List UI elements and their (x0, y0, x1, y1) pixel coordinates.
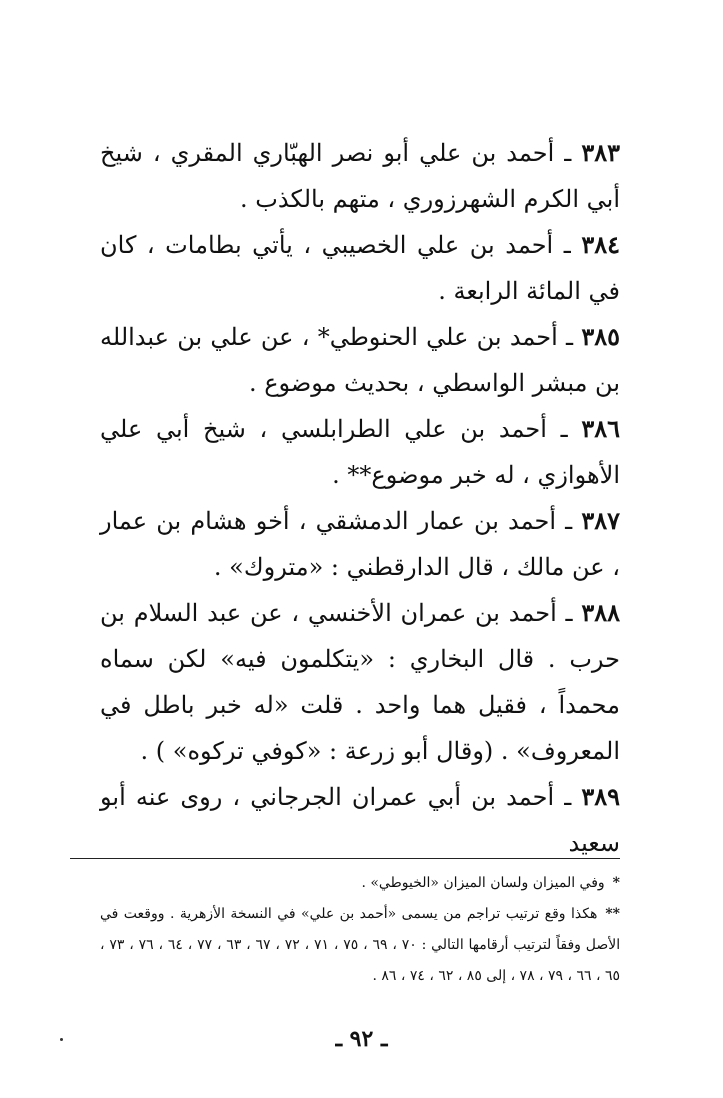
footnote-2 (100, 899, 620, 992)
footnote-text: هكذا وقع ترتيب تراجم من يسمى «أحمد بن علي» في النسخة الأزهرية . ووقعت في الأصل وفقاً لترتيب أرقامها التالي : ٧٠ ، ٦٩ ، ٧٥ ، ٧١ ، ٧٢ ، ٦٧ ، ٦٣ ، ٧٧ ، ٦٤ ، ٧٦ ، ٧٣ ، ٦٥ ، ٦٦ ، ٧٩ ، ٧٨ ، إلى ٨٥ ، ٦٢ ، ٧٤ ، ٨٦ . (100, 906, 621, 984)
entry-385 (100, 314, 620, 406)
entry-388 (100, 590, 620, 774)
entry-389 (100, 774, 620, 866)
entry-text: ـ أحمد بن علي الطرابلسي ، شيخ أبي علي الأهوازي ، له خبر موضوع** . (100, 415, 620, 489)
footnotes (100, 868, 620, 992)
entry-text: ـ أحمد بن علي الحنوطي* ، عن علي بن عبدالله بن مبشر الواسطي ، بحديث موضوع . (100, 323, 620, 397)
entry-number: ٣٨٣ (581, 138, 620, 167)
entry-text: ـ أحمد بن علي الخصيبي ، يأتي بطامات ، كان في المائة الرابعة . (100, 231, 620, 305)
footnote-1 (100, 868, 620, 899)
entry-number: ٣٨٨ (581, 598, 620, 627)
page-number: ـ ٩٢ ـ (335, 1026, 388, 1052)
entry-number: ٣٨٦ (581, 414, 620, 443)
entry-384 (100, 222, 620, 314)
footnote-divider (70, 858, 620, 859)
footnote-mark: * (612, 875, 620, 891)
entries-list (100, 130, 620, 866)
footnote-mark: ** (605, 906, 620, 922)
footnote-text: وفي الميزان ولسان الميزان «الخيوطي» . (361, 875, 605, 891)
entry-number: ٣٨٧ (581, 506, 620, 535)
entry-number: ٣٨٤ (581, 230, 620, 259)
entry-386 (100, 406, 620, 498)
entry-387 (100, 498, 620, 590)
scan-speck (60, 1038, 63, 1041)
entry-text: ـ أحمد بن أبي عمران الجرجاني ، روى عنه أبو سعيد (100, 783, 620, 857)
entry-text: ـ أحمد بن عمران الأخنسي ، عن عبد السلام بن حرب . قال البخاري : «يتكلمون فيه» لكن سماه محمداً ، فقيل هما واحد . قلت «له خبر باطل في المعروف» . (وقال أبو زرعة : «كوفي تركوه» ) . (100, 599, 620, 765)
entry-number: ٣٨٩ (581, 782, 620, 811)
entry-383 (100, 130, 620, 222)
entry-number: ٣٨٥ (581, 322, 620, 351)
entry-text: ـ أحمد بن علي أبو نصر الهبّاري المقري ، شيخ أبي الكرم الشهرزوري ، متهم بالكذب . (100, 139, 620, 213)
entry-text: ـ أحمد بن عمار الدمشقي ، أخو هشام بن عمار ، عن مالك ، قال الدارقطني : «متروك» . (100, 507, 620, 581)
